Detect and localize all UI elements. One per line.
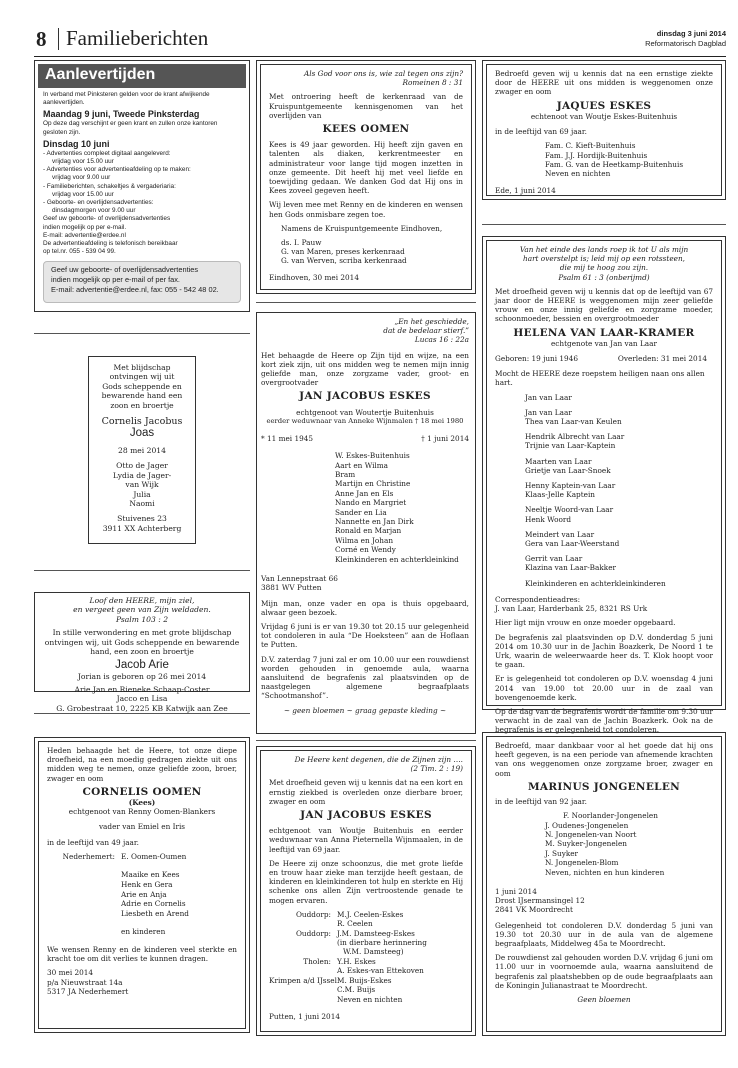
obituary-helena-van-laar-kramer: Van het einde des lands roep ik tot U als mijn hart overstelpt is; leid mij op een rotssteen, die mij te hoog zou zijn. Psalm 61 : 3 (onberijmd) Met droefheid geven wij u kennis dat op de leeftijd van 67 jaar door de HEERE is weggenomen mijn zeer geliefde vrouw en onze innig geliefde en zorgzame moeder, schoonmoeder, bessien en overgrootmoeder HELENA VAN LAAR-KRAMER echtgenote van Jan van Laar Geboren: 19 juni 1946 Overleden: 31 mei 2014 Mocht de HEERE deze roepstem heiligen naan ons allen hart. Jan van Laar Jan van Laar Thea van Laar-van Keulen Hendrik Albrecht van Laar Trijnie van Laar-Kaptein Maarten van Laar Grietje van Laar-Snoek Henny Kaptein-van Laar Klaas-Jelle Kaptein Neeltje Woord-van Laar Henk Woord Meindert van Laar Gera van Laar-Weerstand Gerrit van Laar Klazina van Laar-Bakker Kleinkinderen en achterkleinkinderen Correspondentieadres: J. van Laar, Harderbank 25, 8321 RS Urk Hier ligt mijn vrouw en onze moeder opgebaard. De begrafenis zal plaatsvinden op D.V. donderdag 5 juni 2014 om 10.30 uur in de Jachin Boazkerk, De Noord 1 te Urk, waarin de weleerwaarde heer ds. T. Klok hoopt voor te gaan. Er is gelegenheid tot condoleren op D.V. woensdag 4 juni 2014 van 19.00 tot 20.00 uur in de zaal van bovengenoemde kerk. Op de dag van de begrafenis wordt de familie om 9.30 uur verwacht in de zaal van de Jachin Boazkerk. Ook na de begrafenis is er gelegenheid tot condoleren.: [482, 236, 726, 710]
child-full-name: Cornelis Jacobus: [101, 416, 183, 428]
deceased-name: CORNELIS OOMEN: [82, 785, 202, 798]
deadlines-phone: op tel.nr. 055 - 539 04 99.: [43, 248, 116, 256]
obituary-kees-oomen: Als God voor ons is, wie zal tegen ons zijn? Romeinen 8 : 31 Met ontroering heeft de kerkenraad van de Kruispuntgemeente kennisgenomen van het overlijden van KEES OOMEN Kees is 49 jaar geworden. Hij heeft zijn gaven en talenten als diaken, kerkrentmeester en administrateur voor lange tijd mogen inzetten in onze gemeente. Dit heeft hij met veel liefde en toewijding gedaan. We danken God dat Hij ons in Kees zoveel gegeven heeft. Wij leven mee met Renny en de kinderen en wensen hen Gods onmisbare zegen toe. Namens de Kruispuntgemeente Eindhoven, ds. I. Pauw G. van Maren, preses kerkenraad G. van Werven, scriba kerkenraad Eindhoven, 30 mei 2014: [256, 60, 476, 294]
deadline-item: vrijdag voor 9.00 uur: [52, 174, 111, 182]
deadlines-email: E-mail: advertentie@erdee.nl: [43, 231, 126, 239]
issue-date: dinsdag 3 juni 2014: [656, 29, 726, 38]
birth-date: 28 mei 2014: [118, 446, 166, 456]
page-number: 8: [36, 27, 47, 51]
deceased-name: JAN JACOBUS ESKES: [300, 809, 432, 822]
deadline-item: vrijdag voor 15.00 uur: [52, 190, 114, 198]
deadlines-heading-2: Dinsdag 10 juni: [43, 138, 110, 149]
deadline-item: - Advertenties voor advertentieafdeling op te maken:: [43, 166, 191, 174]
deadlines-note: Geef uw geboorte- of overlijdensadvertenties indien mogelijk op per e-mail of per fax. E-mail: advertentie@erdee.nl, fax: 055 - 542 48 02.: [43, 261, 241, 303]
obituary-marinus-jongenelen: Bedroefd, maar dankbaar voor al het goede dat hij ons heeft gegeven, is na een periode van afnemende krachten van ons weggenomen onze zorgzame broer, zwager en oom MARINUS JONGENELEN in de leeftijd van 92 jaar. F. Noorlander-Jongenelen J. Oudenes-Jongenelen N. Jongenelen-van Noort M. Suyker-Jongenelen J. Suyker N. Jongenelen-Blom Neven, nichten en hun kinderen 1 juni 2014 Drost IJsermansingel 12 2841 VK Moordrecht Gelegenheid tot condoleren D.V. donderdag 5 juni van 19.30 tot 20.30 uur in de aula van de algemene begraafplaats, Middelweg 45a te Moordrecht. De rouwdienst zal gehouden worden D.V. vrijdag 6 juni om 11.00 uur in voornoemde aula, waarna aansluitend de begrafenis zal plaatshebben op de oude begraafplaats aan de Koningin Julianastraat te Moordrecht. Geen bloemen: [482, 732, 726, 1036]
deceased-name: JAQUES ESKES: [556, 99, 652, 112]
paper-name: Reformatorisch Dagblad: [645, 39, 726, 48]
deceased-name: KEES OOMEN: [322, 123, 410, 136]
deadlines-tail: Geef uw geboorte- of overlijdensadvertenties: [43, 215, 171, 223]
deadline-item: - Familieberichten, schakeltjes & vergaderiaria:: [43, 182, 176, 190]
birth-announcement-joas: Met blijdschap ontvingen wij uit Gods scheppende en bewarende hand een zoon en broertje Cornelis Jacobus Joas 28 mei 2014 Otto de Jager Lydia de Jager- van Wijk Julia Naomi Stuivenes 23 3911 XX Achterberg: [88, 356, 196, 544]
child-call-name: Joas: [129, 427, 155, 440]
obituary-jan-jacobus-eskes-siblings: De Heere kent degenen, die de Zijnen zijn …. (2 Tim. 2 : 19) Met droefheid geven wij u kennis dat na een kort en ernstig ziekbed is overleden onze dierbare broer, zwager en oom JAN JACOBUS ESKES echtgenoot van Woutje Buitenhuis en eerder weduwnaar van Anna Pieternella Wijnmaalen, in de leeftijd van 69 jaar. De Heere zij onze schoonzus, die met grote liefde en trouw haar zieke man terzijde heeft gestaan, de kinderen en kleinkinderen tot hulp en sterkte en Hij schenke ons allen Zijn vertroostende genade te mogen ervaren. Ouddorp: M.J. Ceelen-Eskes R. Ceelen Ouddorp: J.M. Damsteeg-Eskes (in dierbare herinnering W.M. Damsteeg) Tholen: Y.H. Eskes A. Eskes-van Ettekoven Krimpen a/d IJssel: M. Buijs-Eskes C.M. Buijs Neven en nichten Putten, 1 juni 2014: [256, 746, 476, 1036]
page-header: [26, 24, 726, 54]
deadlines-tail: indien mogelijk op per e-mail.: [43, 223, 127, 231]
deadlines-heading-1: Maandag 9 juni, Tweede Pinksterdag: [43, 109, 200, 120]
deadline-item: vrijdag voor 15.00 uur: [52, 158, 114, 166]
deadlines-intro: In verband met Pinksteren gelden voor de krant afwijkende aanlevertijden.: [43, 91, 210, 107]
deadline-item: dinsdagmorgen voor 9.00 uur: [52, 207, 136, 215]
obituary-jaques-eskes: Bedroefd geven wij u kennis dat na een ernstige ziekte door de HEERE uit ons midden is weggenomen onze zwager en oom JAQUES ESKES echtenoot van Woutje Eskes-Buitenhuis in de leeftijd van 69 jaar. Fam. C. Kieft-Buitenhuis Fam. J.J. Hordijk-Buitenhuis Fam. G. van de Heetkamp-Buitenhuis Neven en nichten Ede, 1 juni 2014: [482, 60, 726, 200]
child-name: Jacob Arie: [115, 659, 169, 672]
birth-announcement-jacob: Loof den HEERE, mijn ziel, en vergeet geen van Zijn weldaden. Psalm 103 : 2 In stille verwondering en met grote blijdschap ontvingen wij, uit Gods scheppende en bewarende hand, een zoon en broertje Jacob Arie Jorian is geboren op 26 mei 2014 Arie Jan en Rieneke Schaap-Coster Jacco en Lisa G. Grobestraat 10, 2225 KB Katwijk aan Zee: [34, 592, 250, 692]
deadlines-text-1: Op deze dag verschijnt er geen krant en zullen onze kantoren gesloten zijn.: [43, 120, 218, 136]
deceased-name: MARINUS JONGENELEN: [527, 780, 681, 793]
deadlines-tail: De advertentieafdeling is telefonisch bereikbaar: [43, 240, 178, 248]
obituary-jan-jacobus-eskes-family: „En het geschiedde, dat de bedelaar stierf.” Lucas 16 : 22a Het behaagde de Heere op Zijn tijd en wijze, na een kort ziek zijn, uit ons midden weg te nemen mijn innig geliefde man, onze zorgzame vader, groot- en overgrootvader JAN JACOBUS ESKES echtgenoot van Woutertje Buitenhuis eerder weduwnaar van Anneke Wijnmalen † 18 mei 1980 * 11 mei 1945 † 1 juni 2014 W. Eskes-Buitenhuis Aart en Wilma Bram Martijn en Christine Anne Jan en Els Nando en Margriet Sander en Lia Nannette en Jan Dirk Ronald en Marjan Wilma en Johan Corné en Wendy Kleinkinderen en achterkleinkind Van Lennepstraat 66 3881 WV Putten Mijn man, onze vader en opa is thuis opgebaard, alwaar geen bezoek. Vrijdag 6 juni is er van 19.30 tot 20.15 uur gelegenheid tot condoleren in aula “De Hoeksteen” aan de Hoflaan te Putten. D.V. zaterdag 7 juni zal er om 10.00 uur een rouwdienst worden gehouden in genoemde aula, waarna aansluitend de begrafenis zal plaatsvinden op de naastgelegen algemene begraafplaats “Schootmanshof”. ~ geen bloemen ~ graag gepaste kleding ~: [256, 312, 476, 734]
deceased-name: HELENA VAN LAAR-KRAMER: [513, 326, 695, 339]
deadline-item: - Geboorte- en overlijdensadvertenties:: [43, 199, 154, 207]
obituary-cornelis-oomen: Heden behaagde het de Heere, tot onze diepe droefheid, na een moedig gedragen ziekte uit ons midden weg te nemen, onze geliefde zoon, broer, zwager en oom CORNELIS OOMEN (Kees) echtgenoot van Renny Oomen-Blankers vader van Emiel en Iris in de leeftijd van 49 jaar. Nederhemert: E. Oomen-Oumen Maaike en Kees Henk en Gera Arie en Anja Adrie en Cornelis Liesbeth en Arend en kinderen We wensen Renny en de kinderen veel sterkte en kracht toe om dit verlies te kunnen dragen. 30 mei 2014 p/a Nieuwstraat 14a 5317 JA Nederhemert: [34, 737, 250, 1033]
deadlines-title: Aanlevertijden: [38, 64, 246, 88]
deceased-name: JAN JACOBUS ESKES: [299, 390, 431, 403]
section-title: Familieberichten: [66, 26, 209, 50]
deadlines-box: [34, 60, 250, 312]
deadline-item: - Advertenties compleet digitaal aangeleverd:: [43, 149, 171, 157]
